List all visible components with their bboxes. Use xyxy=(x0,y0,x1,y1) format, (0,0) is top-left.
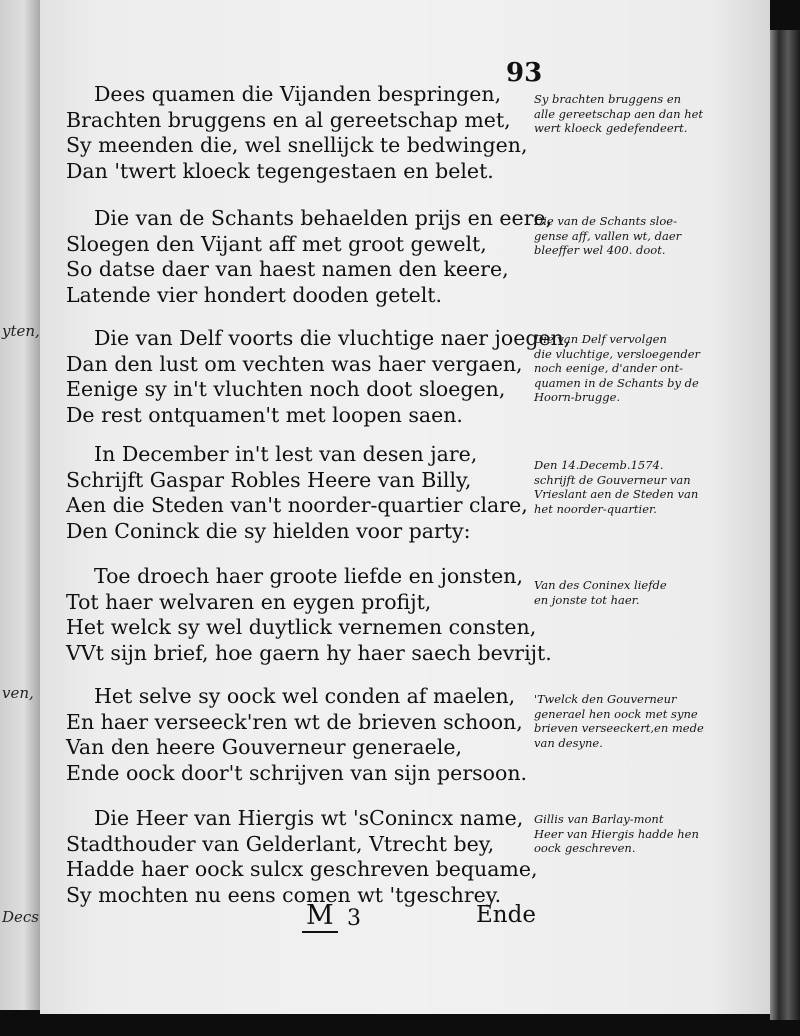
margin-note-line: schrijft de Gouverneur van xyxy=(534,472,691,487)
verse-line: Hadde haer oock sulcx geschreven bequame, xyxy=(66,857,538,881)
margin-note xyxy=(534,692,736,750)
margin-note-line: het noorder-quartier. xyxy=(534,501,657,516)
left-page-edge xyxy=(0,0,42,1010)
margin-note xyxy=(534,214,736,258)
margin-note xyxy=(534,332,736,405)
margin-note-line: noch eenige, d'ander ont- xyxy=(534,361,683,375)
verse-line: So datse daer van haest namen den keere, xyxy=(66,257,509,281)
margin-note xyxy=(534,92,736,136)
verse-line: Sloegen den Vijant aff met groot gewelt, xyxy=(66,231,487,256)
verse-line: Sy mochten nu eens comen wt 'tgeschrey. xyxy=(66,882,502,907)
margin-note-line: 'Twelck den Gouverneur xyxy=(534,692,677,706)
margin-note xyxy=(534,812,736,856)
verse-line: Sy meenden die, wel snellijck te bedwingen, xyxy=(66,133,528,157)
verse-line: En haer verseeck'ren wt de brieven schoon, xyxy=(66,709,523,734)
margin-note-line: quamen in de Schants by de xyxy=(534,375,699,390)
verse-line: In December in't lest van desen jare, xyxy=(94,442,478,466)
verse-line: Ende oock door't schrijven van sijn persoon. xyxy=(66,760,528,785)
verse-line: VVt sijn brief, hoe gaern hy haer saech bevrijt. xyxy=(66,640,552,665)
stanza xyxy=(66,684,527,786)
margin-note-line: Die van de Schants sloe- xyxy=(534,214,677,228)
margin-note-line: alle gereetschap aen dan het xyxy=(534,106,704,121)
verse-line: Die van Delf voorts die vluchtige naer joegen, xyxy=(94,326,571,350)
stanza xyxy=(66,206,552,308)
verse-line: Den Coninck die sy hielden voor party: xyxy=(66,518,471,543)
verse-line: Van den heere Gouverneur generaele, xyxy=(66,735,462,759)
stanza xyxy=(66,82,527,184)
signature-number: 3 xyxy=(347,906,361,931)
margin-note-line: en jonste tot haer. xyxy=(534,592,640,607)
catchword: Ende xyxy=(476,902,536,928)
verse-line: Stadthouder van Gelderlant, Vtrecht bey, xyxy=(66,831,495,856)
verse-line: Het selve sy oock wel conden af maelen, xyxy=(94,684,516,708)
verse-line: Brachten bruggens en al gereetschap met, xyxy=(66,107,511,132)
margin-note-line: oock geschreven. xyxy=(534,841,636,855)
margin-note-line: Vrieslant aen de Steden van xyxy=(534,487,699,501)
verse-line: Toe droech haer groote liefde en jonsten, xyxy=(94,564,523,588)
verse-line: De rest ontquamen't met loopen saen. xyxy=(66,402,463,427)
verse-line: Latende vier hondert dooden getelt. xyxy=(66,282,443,307)
margin-note-line: Van des Coninex liefde xyxy=(534,578,667,592)
verse-line: Tot haer welvaren en eygen profijt, xyxy=(66,589,432,614)
margin-note-line: Die van Delf vervolgen xyxy=(534,332,667,346)
page-number: 93 xyxy=(506,58,543,88)
book-page xyxy=(40,0,770,1014)
verse-line: Schrijft Gaspar Robles Heere van Billy, xyxy=(66,467,472,492)
signature-mark: M xyxy=(306,900,334,931)
margin-note-line: van desyne. xyxy=(534,735,603,750)
stanza xyxy=(66,564,552,666)
verse-line: Eenige sy in't vluchten noch doot sloegen, xyxy=(66,377,506,401)
left-page-fragment: yten, xyxy=(2,322,40,340)
margin-note xyxy=(534,458,736,516)
page-edge xyxy=(770,30,800,1020)
margin-note-line: Den 14.Decemb.1574. xyxy=(534,458,664,472)
verse-line: Dees quamen die Vijanden bespringen, xyxy=(94,82,502,106)
margin-note-line: generael hen oock met syne xyxy=(534,706,698,721)
verse-line: Die van de Schants behaelden prijs en eere, xyxy=(94,206,553,230)
margin-note-line: die vluchtige, versloegender xyxy=(534,346,701,361)
verse-line: Dan 'twert kloeck tegengestaen en belet. xyxy=(66,158,494,183)
margin-note-line: Hoorn-brugge. xyxy=(534,390,621,404)
margin-note-line: Sy brachten bruggens en xyxy=(534,92,682,106)
left-page-fragment: Decs xyxy=(2,908,40,926)
stanza xyxy=(66,806,538,908)
margin-note xyxy=(534,578,736,607)
margin-note-line: Heer van Hiergis hadde hen xyxy=(534,826,699,841)
margin-note-line: bleeffer wel 400. doot. xyxy=(534,243,666,257)
verse-line: Die Heer van Hiergis wt 'sConincx name, xyxy=(94,806,524,830)
stanza xyxy=(66,326,570,428)
left-page-fragment: ven, xyxy=(2,684,34,702)
margin-note-line: Gillis van Barlay-mont xyxy=(534,812,664,826)
stanza xyxy=(66,442,528,544)
verse-line: Het welck sy wel duytlick vernemen consten, xyxy=(66,615,537,639)
margin-note-line: gense aff, vallen wt, daer xyxy=(534,228,682,243)
verse-line: Dan den lust om vechten was haer vergaen, xyxy=(66,351,523,376)
margin-note-line: brieven verseeckert,en mede xyxy=(534,721,704,735)
verse-line: Aen die Steden van't noorder-quartier clare, xyxy=(66,493,528,517)
margin-note-line: wert kloeck gedefendeert. xyxy=(534,121,688,135)
